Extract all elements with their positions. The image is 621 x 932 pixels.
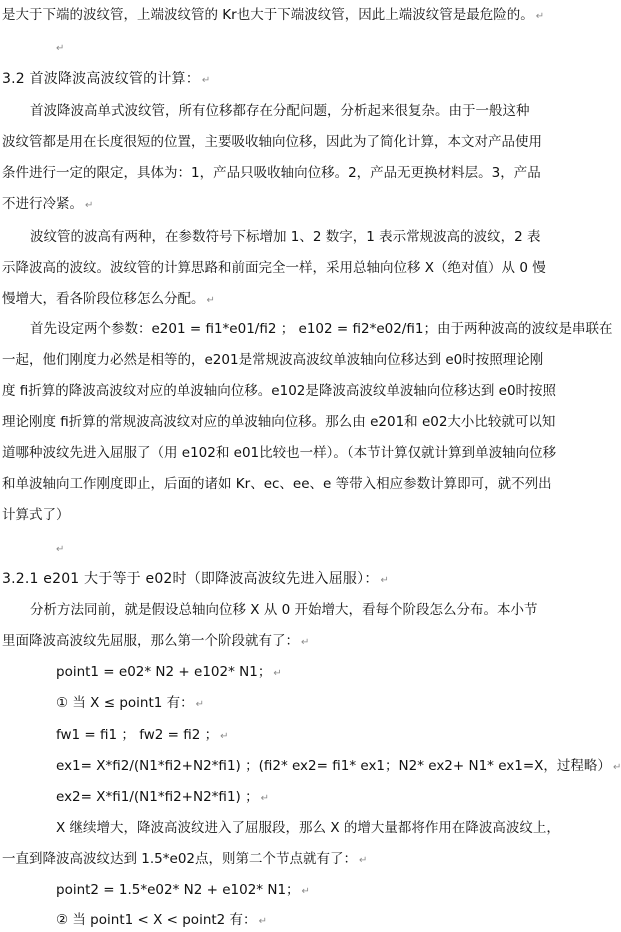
text-line: 分析方法同前，就是假设总轴向位移 X 从 0 开始增大，看每个阶段怎么分布。本小节 — [30, 602, 538, 618]
text-line: 示降波高的波纹。波纹管的计算思路和前面完全一样，采用总轴向位移 X（绝对值）从 0 慢 — [2, 260, 546, 276]
formula-line: point2 = 1.5*e02* N2 + e102* N1； ↵ — [56, 882, 310, 898]
text-line: 理论刚度 fi折算的常规波高波纹对应的单波轴向位移。那么由 e201和 e02大小比较就可以知 — [2, 414, 556, 430]
text-line: X 继续增大，降波高波纹进入了屈服段，那么 X 的增大量都将作用在降波高波纹上， — [56, 820, 560, 836]
text-line: 慢增大，看各阶段位移怎么分配。 ↵ — [2, 291, 215, 307]
text-line: 计算式了） — [2, 507, 70, 523]
formula-line: ② 当 point1 < X < point2 有： ↵ — [56, 912, 267, 928]
text-line: 是大于下端的波纹管，上端波纹管的 Kr也大于下端波纹管，因此上端波纹管是最危险的。 ↵ — [2, 7, 545, 23]
text-line: 条件进行一定的限定，具体为：1，产品只吸收轴向位移。2，产品无更换材料层。3，产品 — [2, 165, 541, 181]
section-heading: 3.2 首波降波高波纹管的计算： ↵ — [2, 71, 211, 87]
text-line: 和单波轴向工作刚度即止，后面的诸如 Kr、ec、ee、e 等带入相应参数计算即可，就不列出 — [2, 476, 552, 492]
text-line: 里面降波高波纹先屈服，那么第一个阶段就有了： ↵ — [2, 633, 310, 649]
empty-paragraph: ↵ — [56, 43, 65, 54]
formula-line: ex2= X*fi1/(N1*fi2+N2*fi1) ； ↵ — [56, 789, 269, 805]
text-line: 一直到降波高波纹达到 1.5*e02点，则第二个节点就有了： ↵ — [2, 851, 368, 867]
text-line: 度 fi折算的降波高波纹对应的单波轴向位移。e102是降波高波纹单波轴向位移达到 e0时按照 — [2, 383, 557, 399]
text-line: 一起，他们刚度力必然是相等的，e201是常规波高波纹单波轴向位移达到 e0时按照理论刚 — [2, 352, 544, 368]
text-line: 波纹管的波高有两种，在参数符号下标增加 1、2 数字，1 表示常规波高的波纹，2 表 — [30, 229, 541, 245]
text-line: 首波降波高单式波纹管，所有位移都存在分配问题，分析起来很复杂。由于一般这种 — [30, 103, 530, 119]
text-line: 波纹管都是用在长度很短的位置，主要吸收轴向位移，因此为了简化计算，本文对产品使用 — [2, 134, 542, 150]
text-line: 道哪种波纹先进入屈服了（用 e102和 e01比较也一样）。（本节计算仅就计算到单波轴向位移 — [2, 445, 557, 461]
subsection-heading: 3.2.1 e201 大于等于 e02时（即降波高波纹先进入屈服）： ↵ — [2, 571, 390, 587]
formula-line: fw1 = fi1 ； fw2 = fi2 ； ↵ — [56, 727, 229, 743]
formula-line: ① 当 X ≤ point1 有： ↵ — [56, 695, 205, 711]
text-line: 首先设定两个参数：e201 = fi1*e01/fi2 ； e102 = fi2*e02/fi1；由于两种波高的波纹是串联在 — [30, 321, 613, 337]
empty-paragraph: ↵ — [56, 544, 65, 555]
formula-line: point1 = e02* N2 + e102* N1； ↵ — [56, 664, 282, 680]
text-line: 不进行冷紧。 ↵ — [2, 196, 94, 212]
formula-line: ex1= X*fi2/(N1*fi2+N2*fi1) ；(fi2* ex2= fi1* ex1；N2* ex2+ N1* ex1=X，过程略） ↵ — [56, 758, 621, 774]
